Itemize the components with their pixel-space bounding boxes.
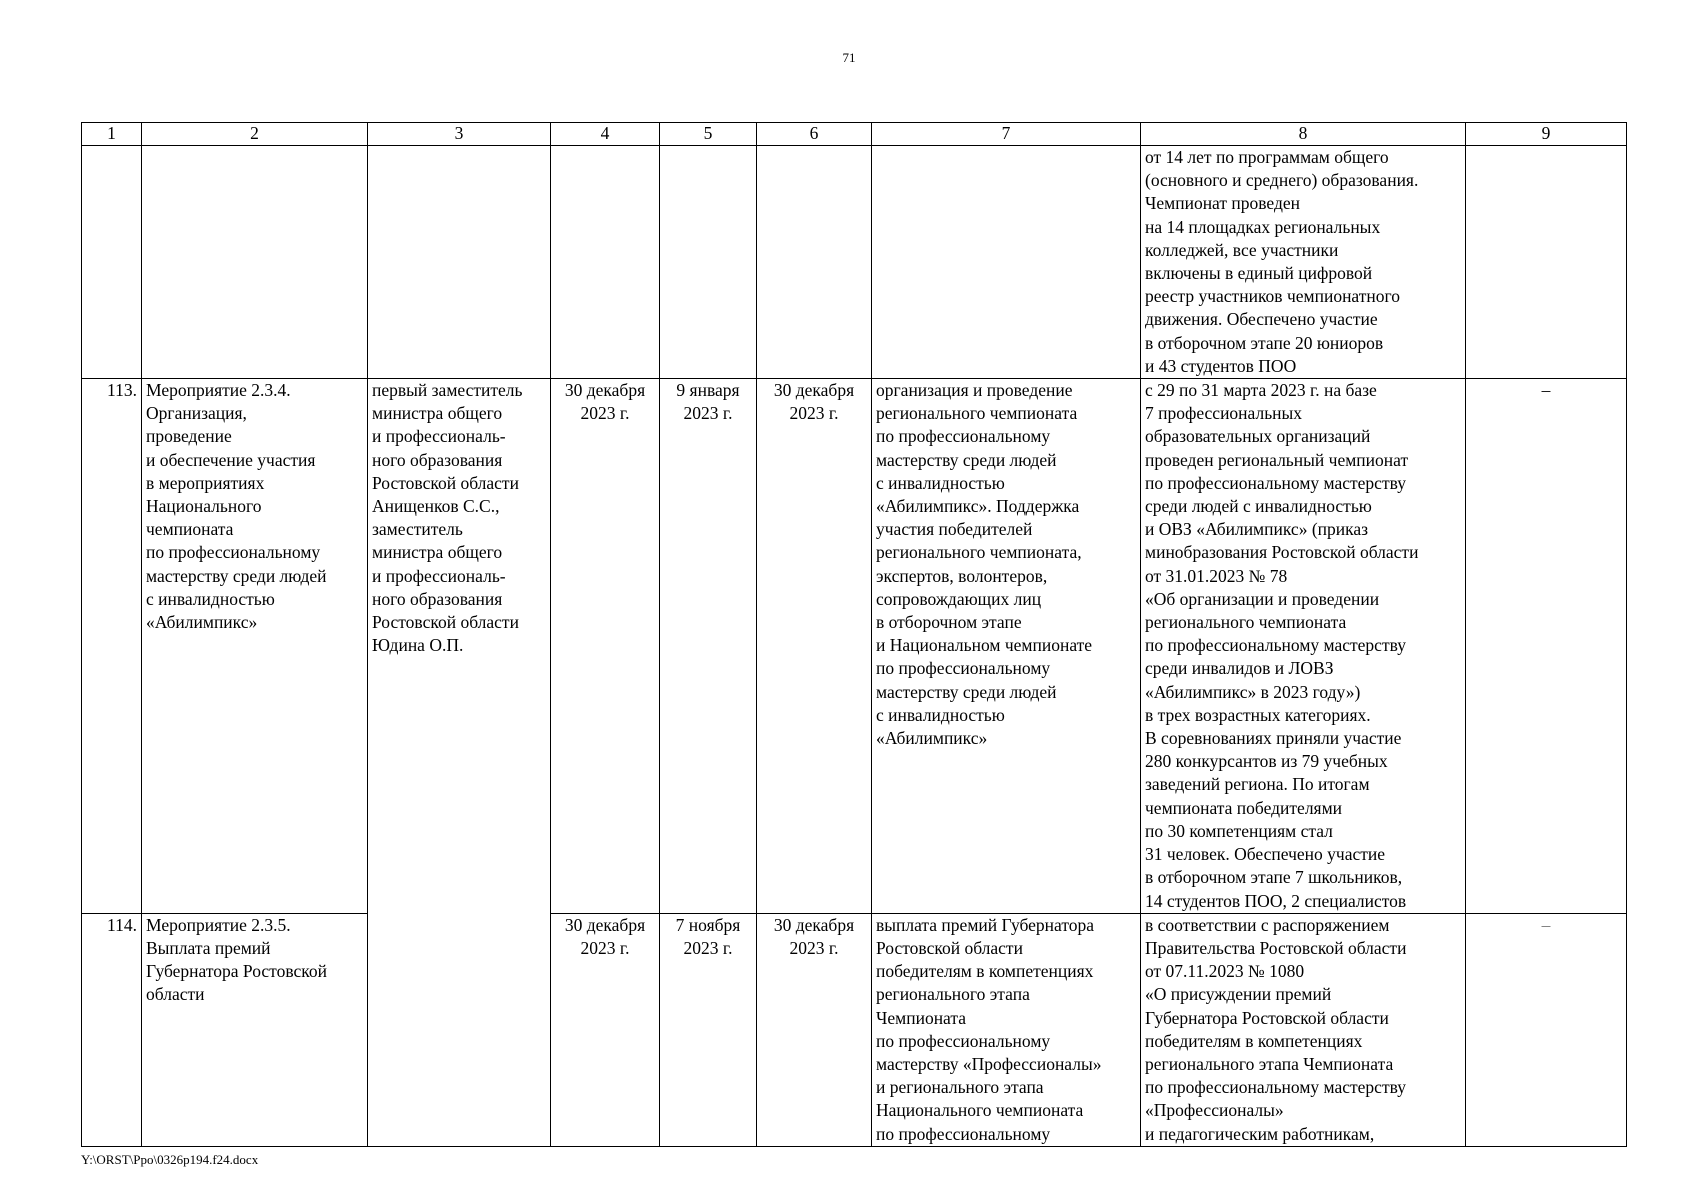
planned-result-cell: выплата премий Губернатора Ростовской области победителям в компетенциях регионального этапа Чемпионата по профессиональному мастерству «Профессионалы» и регионального этапа Национального чемпионата по профессиональному <box>872 913 1141 1146</box>
end-date-cell: 30 декабря 2023 г. <box>757 379 872 914</box>
cell-activity <box>142 146 368 379</box>
activity-cell: Мероприятие 2.3.5. Выплата премий Губернатора Ростовской области <box>142 913 368 1146</box>
file-path-footer: Y:\ORST\Ppo\0326p194.f24.docx <box>81 1152 259 1167</box>
deadline-cell: 30 декабря 2023 г. <box>551 913 660 1146</box>
responsible-cell: первый заместитель министра общего и профессиональ- ного образования Ростовской области Анищенков С.С., заместитель министра общего и профессиональ- ного образования Ростовской области Юдина О.П. <box>368 379 551 1147</box>
header-cell-2: 2 <box>142 123 368 146</box>
table-row <box>82 379 1627 914</box>
header-cell-5: 5 <box>660 123 757 146</box>
header-row <box>82 123 1627 146</box>
cell-date4 <box>551 146 660 379</box>
cell-result-planned <box>872 146 1141 379</box>
start-date-cell: 7 ноября 2023 г. <box>660 913 757 1146</box>
report-table <box>81 122 1627 1147</box>
row-number: 113. <box>82 379 142 914</box>
cell-responsible <box>368 146 551 379</box>
start-date-cell: 9 января 2023 г. <box>660 379 757 914</box>
cell-problems <box>1466 146 1627 379</box>
problems-cell: – <box>1466 379 1627 914</box>
problems-cell: – <box>1466 913 1627 1146</box>
header-cell-4: 4 <box>551 123 660 146</box>
cell-result-actual: от 14 лет по программам общего (основного и среднего) образования. Чемпионат проведен на 14 площадках региональных колледжей, все участники включены в единый цифровой реестр участников чемпионатного движения. Обеспечено участие в отборочном этапе 20 юниоров и 43 студентов ПОО <box>1141 146 1466 379</box>
table-row <box>82 913 1627 1146</box>
cell-date6 <box>757 146 872 379</box>
header-cell-7: 7 <box>872 123 1141 146</box>
cell-num <box>82 146 142 379</box>
activity-cell: Мероприятие 2.3.4. Организация, проведение и обеспечение участия в мероприятиях Национального чемпионата по профессиональному мастерству среди людей с инвалидностью «Абилимпикс» <box>142 379 368 914</box>
end-date-cell: 30 декабря 2023 г. <box>757 913 872 1146</box>
header-cell-3: 3 <box>368 123 551 146</box>
header-cell-1: 1 <box>82 123 142 146</box>
table-row-continuation <box>82 146 1627 379</box>
cell-date5 <box>660 146 757 379</box>
page-number: 71 <box>842 50 856 65</box>
planned-result-cell: организация и проведение регионального чемпионата по профессиональному мастерству среди людей с инвалидностью «Абилимпикс». Поддержка участия победителей регионального чемпионата, экспертов, волонтеров, сопровождающих лиц в отборочном этапе и Национальном чемпионате по профессиональному мастерству среди людей с инвалидностью «Абилимпикс» <box>872 379 1141 914</box>
row-number: 114. <box>82 913 142 1146</box>
actual-result-cell: в соответствии с распоряжением Правительства Ростовской области от 07.11.2023 № 1080 «О присуждении премий Губернатора Ростовской области победителям в компетенциях регионального этапа Чемпионата по профессиональному мастерству «Профессионалы» и педагогическим работникам, <box>1141 913 1466 1146</box>
header-cell-9: 9 <box>1466 123 1627 146</box>
actual-result-cell: с 29 по 31 марта 2023 г. на базе 7 профессиональных образовательных организаций проведен региональный чемпионат по профессиональному мастерству среди людей с инвалидностью и ОВЗ «Абилимпикс» (приказ минобразования Ростовской области от 31.01.2023 № 78 «Об организации и проведении регионального чемпионата по профессиональному мастерству среди инвалидов и ЛОВЗ «Абилимпикс» в 2023 году») в трех возрастных категориях. В соревнованиях приняли участие 280 конкурсантов из 79 учебных заведений региона. По итогам чемпионата победителями по 30 компетенциям стал 31 человек. Обеспечено участие в отборочном этапе 7 школьников, 14 студентов ПОО, 2 специалистов <box>1141 379 1466 914</box>
deadline-cell: 30 декабря 2023 г. <box>551 379 660 914</box>
header-cell-8: 8 <box>1141 123 1466 146</box>
header-cell-6: 6 <box>757 123 872 146</box>
